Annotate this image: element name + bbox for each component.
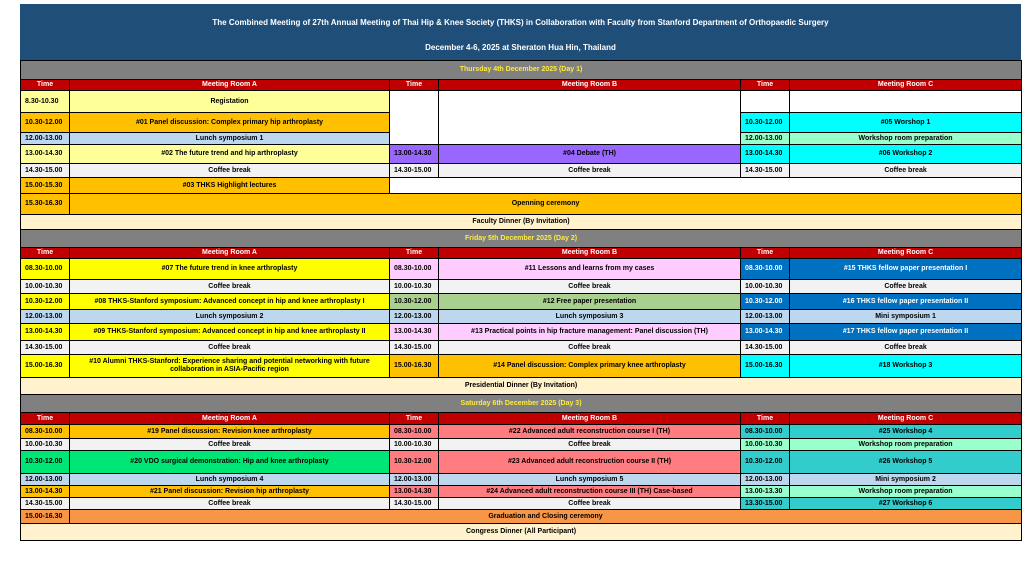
col-time: Time — [741, 80, 790, 91]
time-cell: 12.00-13.00 — [741, 310, 790, 324]
col-time: Time — [741, 413, 790, 425]
empty-cell — [390, 178, 1022, 194]
time-cell: 13.00-14.30 — [390, 486, 439, 498]
time-cell: 14.30-15.00 — [21, 164, 70, 178]
time-cell: 14.30-15.00 — [390, 498, 439, 510]
session-cell: Coffee break — [70, 280, 390, 294]
table-row — [21, 194, 1022, 215]
session-cell: #25 Workshop 4 — [790, 425, 1022, 439]
page-title: The Combined Meeting of 27th Annual Meeting of Thai Hip & Knee Society (THKS) in Collaboration with Faculty from Stanford Department of Orthopaedic Surgery — [212, 18, 829, 27]
col-room-a: Meeting Room A — [70, 413, 390, 425]
session-cell: Coffee break — [70, 439, 390, 451]
col-room-a: Meeting Room A — [70, 80, 390, 91]
time-cell: 08.30-10.00 — [390, 259, 439, 280]
time-cell: 10.30-12.00 — [21, 451, 70, 474]
time-cell: 12.00-13.00 — [741, 133, 790, 145]
time-cell: 10.30-12.00 — [390, 451, 439, 474]
session-cell: Lunch symposium 5 — [439, 474, 741, 486]
time-cell: 12.00-13.00 — [21, 474, 70, 486]
col-time: Time — [390, 248, 439, 259]
day-header — [21, 230, 1022, 248]
session-cell: Lunch symposium 1 — [70, 133, 390, 145]
session-cell: #15 THKS fellow paper presentation I — [790, 259, 1022, 280]
session-cell: #24 Advanced adult reconstruction course III (TH) Case-based — [439, 486, 741, 498]
col-time: Time — [21, 80, 70, 91]
time-cell: 13.00-13.30 — [741, 486, 790, 498]
session-cell: Coffee break — [439, 498, 741, 510]
session-cell: Mini symposium 1 — [790, 310, 1022, 324]
column-header-row — [21, 413, 1022, 425]
day-title: Friday 5th December 2025 (Day 2) — [21, 230, 1022, 248]
session-cell: #26 Workshop 5 — [790, 451, 1022, 474]
col-room-b: Meeting Room B — [439, 413, 741, 425]
time-cell: 10.30-12.00 — [390, 294, 439, 310]
table-row — [21, 294, 1022, 310]
session-cell: #08 THKS-Stanford symposium: Advanced concept in hip and knee arthroplasty I — [70, 294, 390, 310]
session-cell: #03 THKS Highlight lectures — [70, 178, 390, 194]
session-cell: #11 Lessons and learns from my cases — [439, 259, 741, 280]
table-row — [21, 91, 1022, 113]
col-room-a: Meeting Room A — [70, 248, 390, 259]
col-time: Time — [21, 413, 70, 425]
time-cell: 10.30-12.00 — [741, 451, 790, 474]
session-cell: Coffee break — [439, 341, 741, 355]
session-cell: Workshop room preparation — [790, 133, 1022, 145]
table-row — [21, 324, 1022, 341]
time-cell: 14.30-15.00 — [741, 164, 790, 178]
time-cell: 15.00-16.30 — [741, 355, 790, 378]
session-cell: Mini symposium 2 — [790, 474, 1022, 486]
empty-cell — [390, 91, 439, 145]
time-cell: 15.00-16.30 — [390, 355, 439, 378]
session-cell: #07 The future trend in knee arthroplasty — [70, 259, 390, 280]
time-cell: 08.30-10.00 — [741, 259, 790, 280]
table-row — [21, 259, 1022, 280]
session-cell: Coffee break — [790, 341, 1022, 355]
session-cell: Coffee break — [439, 280, 741, 294]
time-cell: 15.00-16.30 — [21, 510, 70, 524]
table-row — [21, 145, 1022, 164]
session-cell: #01 Panel discussion: Complex primary hip arthroplasty — [70, 113, 390, 133]
time-cell: 10.30-12.00 — [21, 113, 70, 133]
session-cell: #23 Advanced adult reconstruction course II (TH) — [439, 451, 741, 474]
time-cell: 15.00-16.30 — [21, 355, 70, 378]
time-cell: 10.00-10.30 — [21, 439, 70, 451]
session-cell: #18 Workshop 3 — [790, 355, 1022, 378]
table-row — [21, 164, 1022, 178]
col-room-b: Meeting Room B — [439, 80, 741, 91]
empty-cell — [790, 91, 1022, 113]
session-cell: Coffee break — [70, 498, 390, 510]
table-row — [21, 280, 1022, 294]
time-cell: 15.00-15.30 — [21, 178, 70, 194]
col-room-c: Meeting Room C — [790, 80, 1022, 91]
table-row — [21, 178, 1022, 194]
time-cell: 13.30-15.00 — [741, 498, 790, 510]
table-row — [21, 425, 1022, 439]
time-cell: 08.30-10.00 — [21, 259, 70, 280]
col-room-b: Meeting Room B — [439, 248, 741, 259]
session-cell: Openning ceremony — [70, 194, 1022, 215]
session-cell: Coffee break — [790, 280, 1022, 294]
time-cell: 10.30-12.00 — [21, 294, 70, 310]
session-cell: Coffee break — [70, 164, 390, 178]
schedule — [20, 4, 1021, 541]
col-time: Time — [741, 248, 790, 259]
table-row — [21, 341, 1022, 355]
session-cell: #19 Panel discussion: Revision knee arthroplasty — [70, 425, 390, 439]
column-header-row — [21, 80, 1022, 91]
header-banner — [20, 4, 1021, 60]
col-room-c: Meeting Room C — [790, 413, 1022, 425]
time-cell: 14.30-15.00 — [741, 341, 790, 355]
session-cell: Coffee break — [790, 164, 1022, 178]
table-row — [21, 439, 1022, 451]
time-cell: 14.30-15.00 — [390, 341, 439, 355]
table-row — [21, 310, 1022, 324]
time-cell: 10.00-10.30 — [390, 439, 439, 451]
session-cell: #06 Workshop 2 — [790, 145, 1022, 164]
time-cell: 13.00-14.30 — [21, 324, 70, 341]
col-time: Time — [21, 248, 70, 259]
table-row — [21, 510, 1022, 524]
session-cell: Coffee break — [70, 341, 390, 355]
session-cell: #10 Alumni THKS-Stanford: Experience sharing and potential networking with future collaboration in ASIA-Pacific region — [70, 355, 390, 378]
time-cell: 13.00-14.30 — [21, 145, 70, 164]
session-cell: Workshop room preparation — [790, 439, 1022, 451]
time-cell: 15.30-16.30 — [21, 194, 70, 215]
time-cell: 13.00-14.30 — [21, 486, 70, 498]
time-cell: 08.30-10.00 — [21, 425, 70, 439]
table-row — [21, 355, 1022, 378]
dinner-cell: Congress Dinner (All Participant) — [21, 524, 1022, 541]
table-row — [21, 215, 1022, 230]
session-cell: #27 Workshop 6 — [790, 498, 1022, 510]
session-cell: #09 THKS-Stanford symposium: Advanced concept in hip and knee arthroplasty II — [70, 324, 390, 341]
time-cell: 13.00-14.30 — [741, 324, 790, 341]
session-cell: #02 The future trend and hip arthroplasty — [70, 145, 390, 164]
empty-cell — [439, 91, 741, 145]
session-cell: #04 Debate (TH) — [439, 145, 741, 164]
session-cell: #20 VDO surgical demonstration: Hip and knee arthroplasty — [70, 451, 390, 474]
session-cell: Graduation and Closing ceremony — [70, 510, 1022, 524]
session-cell: Workshop room preparation — [790, 486, 1022, 498]
time-cell: 14.30-15.00 — [21, 341, 70, 355]
day-title: Thursday 4th December 2025 (Day 1) — [21, 61, 1022, 80]
session-cell: #17 THKS fellow paper presentation II — [790, 324, 1022, 341]
time-cell: 13.00-14.30 — [741, 145, 790, 164]
time-cell: 14.30-15.00 — [21, 498, 70, 510]
session-cell: Lunch symposium 4 — [70, 474, 390, 486]
time-cell: 10.30-12.00 — [741, 113, 790, 133]
column-header-row — [21, 248, 1022, 259]
dinner-cell: Faculty Dinner (By Invitation) — [21, 215, 1022, 230]
schedule-table — [20, 60, 1022, 541]
time-cell: 13.00-14.30 — [390, 324, 439, 341]
day-header — [21, 395, 1022, 413]
table-row — [21, 486, 1022, 498]
time-cell: 8.30-10.30 — [21, 91, 70, 113]
time-cell: 12.00-13.00 — [21, 310, 70, 324]
time-cell: 10.00-10.30 — [741, 439, 790, 451]
session-cell: #05 Worshop 1 — [790, 113, 1022, 133]
col-time: Time — [390, 80, 439, 91]
time-cell: 12.00-13.00 — [21, 133, 70, 145]
time-cell: 12.00-13.00 — [741, 474, 790, 486]
session-cell: #14 Panel discussion: Complex primary knee arthroplasty — [439, 355, 741, 378]
time-cell: 14.30-15.00 — [390, 164, 439, 178]
session-cell: Coffee break — [439, 439, 741, 451]
session-cell: Registation — [70, 91, 390, 113]
time-cell: 10.00-10.30 — [390, 280, 439, 294]
session-cell: Lunch symposium 3 — [439, 310, 741, 324]
col-time: Time — [390, 413, 439, 425]
table-row — [21, 451, 1022, 474]
time-cell: 08.30-10.00 — [390, 425, 439, 439]
dinner-cell: Presidential Dinner (By Invitation) — [21, 378, 1022, 395]
table-row — [21, 498, 1022, 510]
date-location: December 4-6, 2025 at Sheraton Hua Hin, Thailand — [425, 43, 616, 52]
time-cell: 08.30-10.00 — [741, 425, 790, 439]
session-cell: #13 Practical points in hip fracture management: Panel discussion (TH) — [439, 324, 741, 341]
table-row — [21, 524, 1022, 541]
day-header — [21, 61, 1022, 80]
session-cell: Coffee break — [439, 164, 741, 178]
time-cell: 12.00-13.00 — [390, 310, 439, 324]
time-cell: 12.00-13.00 — [390, 474, 439, 486]
table-row — [21, 378, 1022, 395]
time-cell: 10.00-10.30 — [21, 280, 70, 294]
session-cell: #12 Free paper presentation — [439, 294, 741, 310]
session-cell: #21 Panel discussion: Revision hip arthroplasty — [70, 486, 390, 498]
time-cell: 10.30-12.00 — [741, 294, 790, 310]
day-title: Saturday 6th December 2025 (Day 3) — [21, 395, 1022, 413]
time-cell: 10.00-10.30 — [741, 280, 790, 294]
empty-cell — [741, 91, 790, 113]
time-cell: 13.00-14.30 — [390, 145, 439, 164]
session-cell: #16 THKS fellow paper presentation II — [790, 294, 1022, 310]
col-room-c: Meeting Room C — [790, 248, 1022, 259]
table-row — [21, 474, 1022, 486]
session-cell: Lunch symposium 2 — [70, 310, 390, 324]
session-cell: #22 Advanced adult reconstruction course I (TH) — [439, 425, 741, 439]
